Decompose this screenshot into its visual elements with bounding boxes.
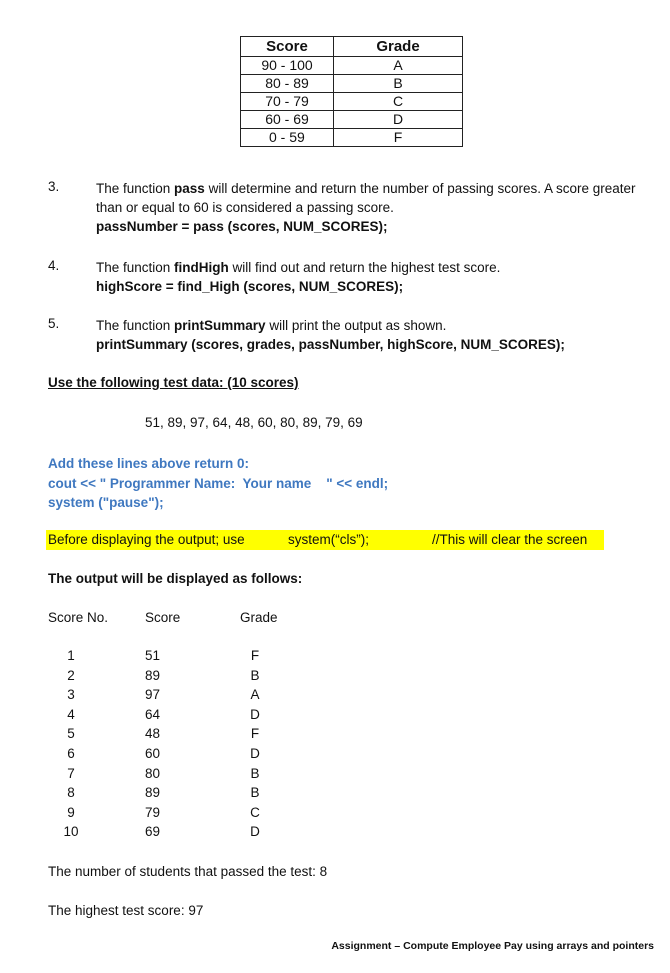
row-score: 97 [145, 687, 161, 703]
row-score: 69 [145, 824, 161, 840]
row-grade: F [250, 648, 260, 663]
row-number: 3 [67, 687, 75, 703]
item-number: 3. [48, 179, 60, 194]
row-number: 8 [67, 785, 75, 801]
output-row [0, 648, 670, 668]
row-number: 2 [67, 667, 75, 683]
row-number: 4 [67, 706, 75, 722]
footer: Assignment – Compute Employee Pay using arrays and pointers [331, 940, 654, 952]
item-printsummary: The function printSummary will print the output as shown. printSummary (scores, grades, passNumber, highScore, NUM_SCORES); [96, 318, 565, 352]
row-number: 1 [67, 648, 75, 663]
add-lines-block: Add these lines above return 0: cout << " Programmer Name: Your name " << endl; system ("pause"); [48, 456, 389, 510]
output-row [0, 746, 670, 766]
output-row [0, 785, 670, 805]
highlight-text-b: system(“cls”); [288, 532, 369, 547]
row-score: 51 [145, 648, 161, 663]
row-score: 48 [145, 726, 161, 742]
grade-table: Score Grade 90 - 100 A 80 - 89 B 70 - 79 C 60 - 69 D 0 - 59 F [240, 36, 463, 147]
output-header-score: Score [145, 610, 181, 625]
row-grade: B [250, 765, 260, 781]
row-grade: B [250, 667, 260, 683]
row-grade: B [250, 785, 260, 801]
row-score: 89 [145, 785, 161, 801]
output-row [0, 668, 670, 688]
output-row [0, 726, 670, 746]
output-row [0, 766, 670, 786]
highest-line: The highest test score: 97 [48, 903, 204, 918]
passed-line: The number of students that passed the test: 8 [48, 864, 328, 879]
row-number: 9 [67, 804, 75, 820]
output-row [0, 805, 670, 825]
row-score: 60 [145, 746, 161, 761]
row-grade: C [250, 804, 260, 820]
row-score: 89 [145, 667, 161, 683]
output-header-grade: Grade [240, 610, 278, 625]
highlight-text-c: //This will clear the screen [432, 532, 588, 547]
output-row [0, 707, 670, 727]
output-row [0, 824, 670, 844]
row-grade: D [250, 746, 260, 761]
row-grade: D [250, 824, 260, 840]
row-score: 64 [145, 706, 161, 722]
output-heading: The output will be displayed as follows: [48, 571, 303, 586]
item-number: 5. [48, 316, 60, 331]
row-grade: A [250, 687, 260, 703]
row-number: 5 [67, 726, 75, 742]
row-number: 7 [67, 765, 75, 781]
row-number: 10 [63, 824, 79, 840]
item-pass: The function pass will determine and return the number of passing scores. A score greater than or equal to 60 is considered a passing score. passNumber = pass (scores, NUM_SCORES); [96, 181, 636, 234]
test-data: 51, 89, 97, 64, 48, 60, 80, 89, 79, 69 [145, 415, 363, 430]
row-grade: D [250, 706, 260, 722]
item-findhigh: The function findHigh will find out and return the highest test score. highScore = find_High (scores, NUM_SCORES); [96, 260, 501, 294]
row-grade: F [250, 726, 260, 742]
output-header-scoreno: Score No. [48, 610, 109, 625]
test-data-heading: Use the following test data: (10 scores) [48, 375, 299, 390]
row-number: 6 [67, 746, 75, 761]
row-score: 79 [145, 804, 161, 820]
output-row [0, 687, 670, 707]
highlight-text-a: Before displaying the output; use [48, 532, 245, 547]
item-number: 4. [48, 258, 60, 273]
row-score: 80 [145, 765, 161, 781]
